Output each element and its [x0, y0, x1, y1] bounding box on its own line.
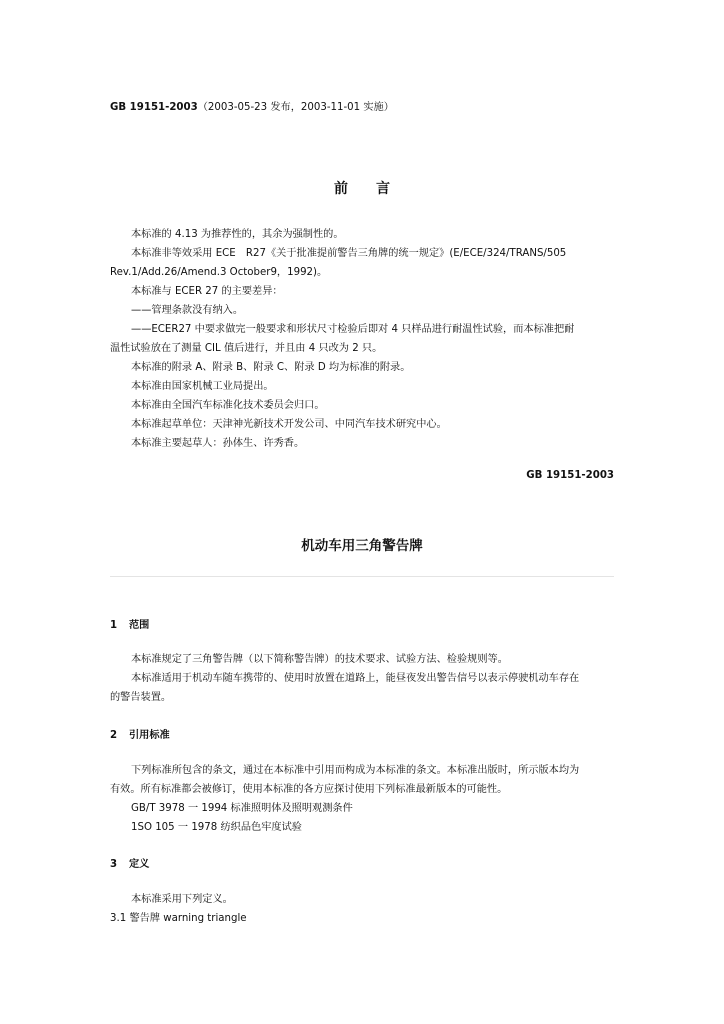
section-line: 本标准采用下列定义。: [131, 894, 233, 905]
reference-item: GB/T 3978 一 1994 标准照明体及照明观测条件: [131, 803, 353, 814]
preface-line: 本标准的 4.13 为推荐性的，其余为强制性的。: [131, 229, 344, 240]
section-title: 引用标准: [129, 730, 170, 741]
section-heading-1: [110, 616, 149, 631]
preface-line: 本标准非等效采用 ECE R27《关于批准提前警告三角牌的统一规定》(E/ECE/324/TRANS/505: [131, 248, 567, 259]
preface-line: ——ECER27 中要求做完一般要求和形状尺寸检验后即对 4 只样品进行耐温性试验，而本标准把耐: [131, 324, 575, 335]
preface-line: 本标准主要起草人：孙体生、许秀香。: [131, 438, 305, 449]
section-title: 定义: [129, 859, 150, 870]
section-heading-2: [110, 726, 170, 741]
section-heading-3: [110, 855, 149, 870]
header-code: GB 19151-2003: [110, 102, 198, 113]
divider: [110, 576, 614, 577]
reference-item: 1SO 105 一 1978 纺织品色牢度试验: [131, 822, 302, 833]
section-line: 的警告装置。: [110, 692, 172, 703]
preface-line: 本标准起草单位：天津神光新技术开发公司、中同汽车技术研究中心。: [131, 419, 447, 430]
header-dates: （2003-05-23 发布，2003-11-01 实施）: [197, 102, 394, 113]
standard-header: [110, 98, 394, 113]
section-title: 范围: [129, 620, 150, 631]
section-line: 下列标准所包含的条文，通过在本标准中引用而构成为本标准的条文。本标准出版时，所示版本均为: [131, 765, 580, 776]
section-number: 2: [110, 730, 118, 741]
preface-title: 前 言: [334, 181, 390, 197]
section-number: 1: [110, 620, 118, 631]
preface-line: 本标准的附录 A、附录 B、附录 C、附录 D 均为标准的附录。: [131, 362, 411, 373]
preface-line: 本标准由全国汽车标准化技术委员会归口。: [131, 400, 325, 411]
preface-line: ——管理条款没有纳入。: [131, 305, 244, 316]
section-line: 有效。所有标准都会被修订，使用本标准的各方应探讨使用下列标准最新版本的可能性。: [110, 784, 508, 795]
preface-line: 本标准由国家机械工业局提出。: [131, 381, 274, 392]
section-line: 本标准适用于机动车随车携带的、使用时放置在道路上，能昼夜发出警告信号以表示停驶机动车存在: [131, 673, 580, 684]
document-title: 机动车用三角警告牌: [301, 538, 423, 554]
definition-term: 3.1 警告牌 warning triangle: [110, 913, 247, 924]
standard-code: GB 19151-2003: [526, 470, 614, 481]
preface-line: 本标准与 ECER 27 的主要差异：: [131, 286, 283, 297]
section-number: 3: [110, 859, 118, 870]
preface-line: Rev.1/Add.26/Amend.3 October9，1992)。: [110, 267, 328, 278]
section-line: 本标准规定了三角警告牌（以下简称警告牌）的技术要求、试验方法、检验规则等。: [131, 654, 508, 665]
preface-line: 温性试验放在了测量 CIL 值后进行，并且由 4 只改为 2 只。: [110, 343, 383, 354]
